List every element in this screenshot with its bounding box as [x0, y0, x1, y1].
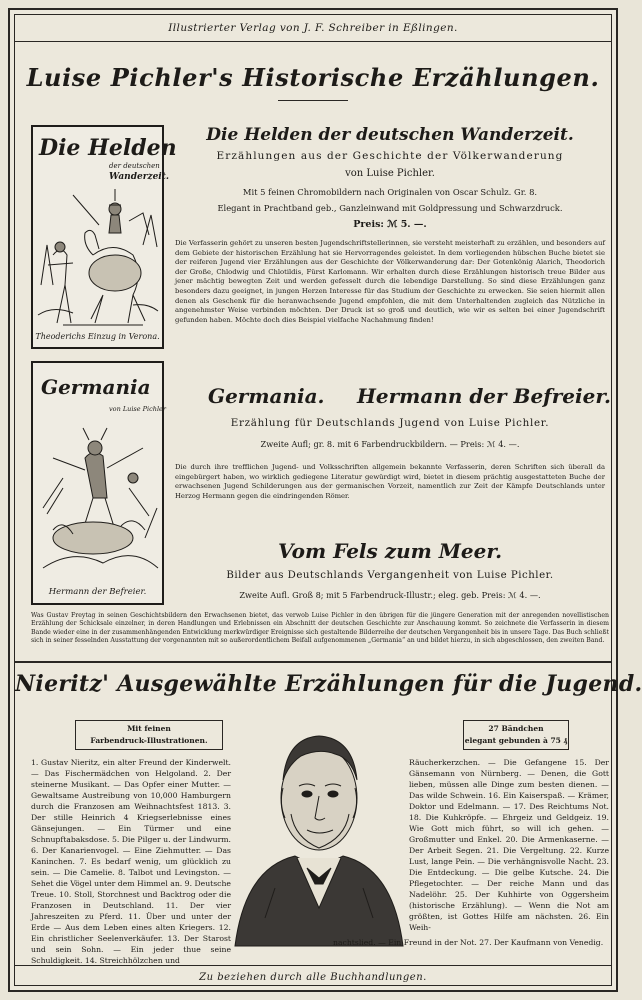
book2-description: Die durch ihre trefflichen Jugend- und Volksschriften allgemein bekannte Verfasserin, deren Schriften sich überall da eingebürgert haben, wo wirklich gediegene Literatur gewürdigt wird, bietet in diesem prächtig ausgestatteten Buche der erwachsenen Jugend Schilderungen aus der germanischen Vorzeit, namentlich zur Zeit der Kämpfe Deutschlands unter Herzog Hermann gegen die eindringenden Römer.	[175, 463, 605, 500]
cover-caption: Theoderichs Einzug in Verona.	[35, 332, 160, 341]
book1-subtitle: Erzählungen aus der Geschichte der Völkerwanderung	[216, 150, 564, 162]
book1-author: von Luise Pichler.	[345, 168, 435, 179]
badge-line-2: Farbendruck-Illustrationen.	[90, 736, 208, 745]
knight-on-horse-illustration	[33, 185, 162, 335]
cover-title: Die Helden	[39, 135, 177, 161]
section-title-pichler: Luise Pichler's Historische Erzählungen.	[26, 63, 600, 92]
book2-title-right: Hermann der Befreier.	[357, 384, 612, 408]
book3-details: Zweite Aufl. Groß 8; mit 5 Farbendruck-Illustr.; eleg. geb. Preis: ℳ 4. —.	[239, 590, 541, 600]
portrait-gustav-nieritz	[235, 718, 403, 946]
book3-quote: Was Gustav Freytag in seinen Geschichtsbildern den Erwachsenen bietet, das verwob Luise Pichler in den übrigen für die jüngere Generation mit der anregenden novellistischen Erzählung der Schicksale einzelner, in deren Handlungen und Erlebnissen ein Abschnitt der deutschen Geschichte zur Anschauung kommt. So zeichnete die Verfasserin in diesem Bande wieder eine in der zusammenhängenden Entwicklung merkwürdiger Ereignisse sich gestaltende Bilderreihe der deutschen Vergangenheit bis in unsere Tage. Das Buch schließt sich in seiner fesselnden Ausstattung der vorgenannten mit so außerordentlichem Beifall aufgenommenen „Germania“ an und bildet hierzu, in sich abgeschlossen, den zweiten Band.	[31, 612, 609, 644]
book-cover-helden	[31, 125, 177, 349]
cover-subtitle: von Luise Pichler	[109, 405, 166, 413]
stories-list-left: 1. Gustav Nieritz, ein alter Freund der Kinderwelt. — Das Fischermädchen von Helgoland. 2. Der steinerne Musikant. — Das Opfer einer Mutter. — Gewaltsame Austreibung von 10,000 Hamburgern durch die Franzosen am Weihnachtsfest 1813. 3. Der stille Heinrich 4 Kriegserlebnisse eines Gänsejungen. — Ein Türmer und eine Schnupftabaksdose. 5. Die Pilger u. der Lindwurm. 6. Der Kanarienvogel. — Eine Ziehmutter. — Das Kaninchen. 7. Es bedarf wenig, um glücklich zu sein. — Die Camelie. 8. Talbot und Levingston. — Sehet die Vögel unter dem Himmel an. 9. Deutsche Treue. 10. Stoll, Storchnest und Backtrog oder die Franzosen in Deutschland. 11. Der vier Jahreszeiten zu Pferd. 11. Über und unter der Erde — Aus dem Leben eines alten Kriegers. 12. Ein christlicher Seelenverkäufer. 13. Der Starost und sein Sohn. — Ein jeder thue seine Schuldigkeit. 14. Streichhölzchen und	[31, 758, 231, 965]
section-title-nieritz: Nieritz' Ausgewählte Erzählungen für die Jugend.	[15, 671, 642, 697]
cover-subtitle-2: Wanderzeit.	[109, 172, 170, 182]
header-divider	[15, 41, 611, 42]
cover-caption: Hermann der Befreier.	[48, 587, 147, 597]
book-cover-germania	[31, 361, 164, 605]
volumes-badge	[463, 720, 569, 750]
book1-description: Die Verfasserin gehört zu unseren besten Jugendschriftstellerinnen, sie versteht meisterhaft zu erzählen, und besonders auf dem Gebiete der historischen Erzählung hat sie Hervorragendes geleistet. In dem vorliegenden hübschen Buche bietet sie der reiferen Jugend vier Erzählungen aus der Geschichte der Völkerwanderung dar: Der Gotenkönig Alarich, Theodorich der Große, Chlodwig und Chlotildis, Fürst Karlomann. Wir erhalten durch diese Erzählungen historisch treue Bilder aus jener mächtig bewegten Zeit und werden gefesselt durch die lebendige Darstellung. So sind diese Erzählungen ganz besonders dazu geeignet, in jungen Herzen Interesse für das Studium der Geschichte zu erwecken. Sie seien hiermit allen denen als Geschenk für die heranwachsende Jugend empfohlen, die mit dem Unterhaltenden zugleich das Nützliche in angenehmster Weise verbinden möchten. Der Druck ist so groß und deutlich, wie wir es selten bei einer Jugendschrift gefunden haben. Möchte doch dies Beispiel vielfache Nachahmung finden!	[175, 239, 605, 324]
inner-frame	[14, 14, 642, 986]
badge-line-1: Mit feinen	[127, 724, 171, 733]
advertisement-page	[8, 8, 642, 992]
cover-title: Germania	[41, 375, 151, 399]
book3-subtitle: Bilder aus Deutschlands Vergangenheit von Luise Pichler.	[226, 570, 554, 581]
book1-details: Mit 5 feinen Chromobildern nach Originalen von Oscar Schulz. Gr. 8.	[242, 187, 538, 197]
book1-binding: Elegant in Prachtband geb., Ganzleinwand mit Goldpressung und Schwarzdruck.	[217, 203, 563, 213]
section-divider	[15, 661, 611, 663]
warrior-battle-illustration	[33, 418, 162, 578]
illustrations-badge	[75, 720, 223, 750]
stories-list-right: Räucherkerzchen. — Die Gefangene 15. Der Gänsemann von Nürnberg. — Denen, die Gott lieben, müssen alle Dinge zum besten dienen. — Das wilde Schwein. 16. Ein Kaiserspaß. — Krämer, Doktor und Edelmann. — 17. Des Reichtums Not. 18. Die Kuhkröpfe. — Ehrgeiz und Geldgeiz. 19. Wie Gott mich führt, so will ich gehen. — Großmutter und Enkel. 20. Die Armenkaserne. — Der Arbeit Segen. 21. Die Vergeltung. 22. Kurze Lust, lange Pein. — Die verhängnisvolle Nacht. 23. Die Entdeckung. — Die gelbe Kutsche. 24. Die Pflegetochter. — Der reiche Mann und das Nadelöhr. 25. Der Kuhhirte von Oggersheim (historische Erzählung). — Wenn die Not am größten, ist Gottes Hilfe am nächsten. 26. Ein Weih-	[409, 758, 609, 932]
book2-title-left: Germania.	[208, 384, 325, 408]
portrait-engraving	[235, 718, 403, 946]
book3-title: Vom Fels zum Meer.	[277, 539, 503, 563]
book2-details: Zweite Aufl; gr. 8. mit 6 Farbendruckbildern. — Preis: ℳ 4. —.	[260, 439, 520, 449]
badge-line-1: 27 Bändchen	[488, 724, 544, 733]
book1-title: Die Helden der deutschen Wanderzeit.	[206, 125, 574, 145]
book1-price: Preis: ℳ 5. —.	[353, 219, 427, 230]
footer-note: Zu beziehen durch alle Buchhandlungen.	[199, 972, 427, 983]
stories-list-bottom: nachtslied. — Ein Freund in der Not. 27. Der Kaufmann von Venedig.	[333, 938, 604, 947]
publisher-header: Illustrierter Verlag von J. F. Schreiber in Eßlingen.	[168, 22, 458, 34]
cover-subtitle-1: der deutschen	[109, 162, 160, 170]
badge-line-2: elegant gebunden à 75 ₰	[464, 736, 568, 745]
footer-divider	[15, 965, 611, 966]
title-ornament	[278, 100, 348, 101]
book2-subtitle: Erzählung für Deutschlands Jugend von Luise Pichler.	[230, 417, 550, 429]
